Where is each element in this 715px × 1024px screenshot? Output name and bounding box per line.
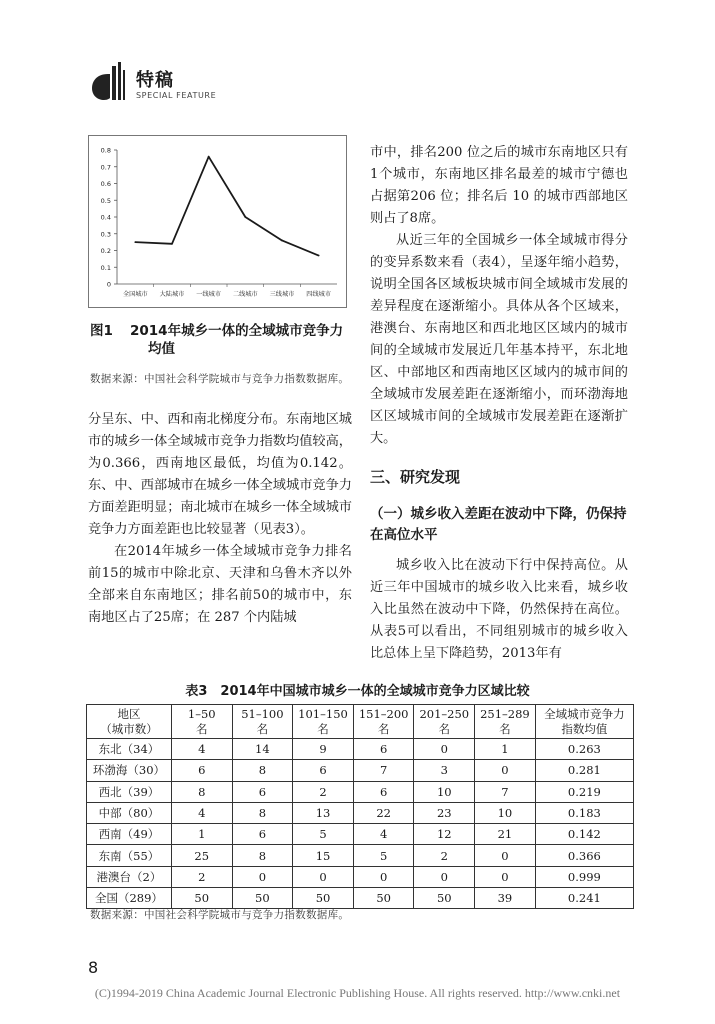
table-cell: 6 <box>171 760 232 781</box>
figure-caption <box>90 322 352 358</box>
table-cell: 50 <box>353 888 414 909</box>
journal-logo <box>88 60 128 104</box>
table-cell: 10 <box>475 802 536 823</box>
left-paragraph-1: 分呈东、中、西和南北梯度分布。东南地区城市的城乡一体全域城市竞争力指数均值较高，为0.366，西南地区最低，均值为0.142。东、中、西部城市在城乡一体全域城市竞争力方面差距明显；南北城市在城乡一体全域城市竞争力方面差距也比较显著（见表3）。 <box>88 412 352 537</box>
table-row <box>87 781 634 802</box>
y-tick-label: 0.2 <box>100 247 111 255</box>
table-cell: 12 <box>414 824 475 845</box>
right-paragraph-1: 市中，排名200 位之后的城市东南地区只有1个城市，东南地区排名最差的城市宁德也占据第206 位；排名后 10 的城市西部地区则占了8席。 <box>370 145 628 226</box>
table-row <box>87 824 634 845</box>
table-region-cell: 全国（289） <box>87 888 172 909</box>
table-cell: 0.183 <box>535 802 633 823</box>
table-cell: 1 <box>475 739 536 760</box>
table-header-text: 101–150 <box>298 706 348 721</box>
table-cell: 8 <box>232 760 293 781</box>
table-cell: 0 <box>353 866 414 887</box>
table-header-text: （城市数） <box>100 721 158 736</box>
data-point <box>318 255 320 257</box>
table-header-row <box>87 705 634 739</box>
right-paragraph-3: 城乡收入比在波动下行中保持高位。从近三年中国城市的城乡收入比来看，城乡收入比虽然在波动中下降，仍然保持在高位。从表5可以看出，不同组别城市的城乡收入比总体上呈下降趋势，2013年有 <box>370 558 628 661</box>
sub-heading: （一）城乡收入差距在波动中下降，仍保持在高位水平 <box>370 506 627 543</box>
table-cell: 2 <box>171 866 232 887</box>
table-region-cell: 东北（34） <box>87 739 172 760</box>
figure-number: 图1 <box>90 323 113 339</box>
x-tick-label: 三线城市 <box>269 291 295 298</box>
table-cell: 25 <box>171 845 232 866</box>
table-header-text: 名 <box>377 721 390 736</box>
table-header-text: 151–200 <box>358 706 409 721</box>
table-title: 表3 2014年中国城市城乡一体的全域城市竞争力区域比较 <box>185 684 530 699</box>
table-header-text: 1–50 <box>187 706 216 721</box>
table-cell: 6 <box>353 781 414 802</box>
table-cell: 50 <box>414 888 475 909</box>
y-tick-label: 0.7 <box>100 163 111 172</box>
x-tick-label: 大陆城市 <box>159 291 185 298</box>
table-row <box>87 760 634 781</box>
table-cell: 6 <box>232 824 293 845</box>
y-tick-label: 0.1 <box>100 263 111 272</box>
table-cell: 21 <box>475 824 536 845</box>
data-point <box>134 241 136 243</box>
table-cell: 7 <box>353 760 414 781</box>
line-chart-frame <box>88 135 347 308</box>
table-header-text: 指数均值 <box>561 721 608 736</box>
series-line <box>135 157 318 256</box>
table-cell: 7 <box>475 781 536 802</box>
table-cell: 2 <box>414 845 475 866</box>
table-cell: 0.281 <box>535 760 633 781</box>
y-tick-label: 0.4 <box>100 213 111 222</box>
right-paragraph-2: 从近三年的全国城乡一体全域城市得分的变异系数来看（表4），呈逐年缩小趋势，说明全国各区域板块城市间全域城市发展的差异程度在逐渐缩小。具体从各个区域来，港澳台、东南地区和西北地区区域内的城市间的全域城市发展近几年基本持平，东北地区、中部地区和西南地区区域内的城市间的全域城市发展差距在逐渐缩小，而环渤海地区区域城市间的全域城市发展差距在逐渐扩大。 <box>370 233 628 446</box>
table-cell: 0.219 <box>535 781 633 802</box>
table-header-cell <box>293 705 354 739</box>
x-tick-label: 四线城市 <box>306 291 332 298</box>
table-cell: 23 <box>414 802 475 823</box>
table-cell: 8 <box>232 802 293 823</box>
table-cell: 6 <box>293 760 354 781</box>
y-tick-label: 0.5 <box>100 196 111 205</box>
table-cell: 0.241 <box>535 888 633 909</box>
table-header-cell <box>353 705 414 739</box>
line-chart <box>89 136 346 307</box>
data-point <box>171 243 173 245</box>
table-cell: 0.366 <box>535 845 633 866</box>
table-region-cell: 西南（49） <box>87 824 172 845</box>
table-cell: 0 <box>414 866 475 887</box>
table-cell: 0.263 <box>535 739 633 760</box>
table-header-cell <box>475 705 536 739</box>
table-cell: 10 <box>414 781 475 802</box>
table-header-text: 名 <box>256 721 269 736</box>
table-region-cell: 港澳台（2） <box>87 866 172 887</box>
data-point <box>208 156 210 158</box>
table-cell: 50 <box>171 888 232 909</box>
table-header-text: 51–100 <box>241 706 284 721</box>
table-cell: 6 <box>353 739 414 760</box>
y-tick-label: 0 <box>106 280 111 289</box>
table-header-text: 全域城市竞争力 <box>544 706 625 721</box>
figure-caption-line2: 均值 <box>148 341 175 357</box>
table-cell: 50 <box>232 888 293 909</box>
table-cell: 14 <box>232 739 293 760</box>
table-cell: 0.999 <box>535 866 633 887</box>
copyright-footer: (C)1994-2019 China Academic Journal Electronic Publishing House. All rights reserved. http://www.cnki.net <box>94 986 621 1000</box>
y-tick-label: 0.6 <box>100 180 111 188</box>
table-cell: 0 <box>475 845 536 866</box>
table-row <box>87 802 634 823</box>
table-cell: 0.142 <box>535 824 633 845</box>
section-heading: 三、研究发现 <box>370 468 461 486</box>
x-tick-label: 全国城市 <box>122 291 148 298</box>
table-header-text: 201–250 <box>419 706 470 721</box>
table-header-text: 251–289 <box>480 706 530 721</box>
page-number: 8 <box>88 958 99 977</box>
table-cell: 4 <box>171 802 232 823</box>
table-cell: 0 <box>293 866 354 887</box>
table-cell: 8 <box>232 845 293 866</box>
table-cell: 0 <box>414 739 475 760</box>
table-cell: 0 <box>475 760 536 781</box>
table-cell: 5 <box>353 845 414 866</box>
table-header-text: 名 <box>438 721 451 736</box>
left-paragraph-2: 在2014年城乡一体全域城市竞争力排名前15的城市中除北京、天津和乌鲁木齐以外全部来自东南地区；排名前50的城市中，东南地区占了25席；在 287 个内陆城 <box>88 544 352 625</box>
table-cell: 13 <box>293 802 354 823</box>
table-cell: 8 <box>171 781 232 802</box>
table-cell: 4 <box>171 739 232 760</box>
table-source: 数据来源：中国社会科学院城市与竞争力指数数据库。 <box>90 909 350 921</box>
table-cell: 6 <box>232 781 293 802</box>
region-table <box>86 704 634 909</box>
right-column-top <box>370 142 628 450</box>
table-header-cell <box>171 705 232 739</box>
figure-source: 数据来源：中国社会科学院城市与竞争力指数数据库。 <box>90 373 350 385</box>
section-title: 特稿 <box>136 70 174 91</box>
table-region-cell: 中部（80） <box>87 802 172 823</box>
data-point <box>244 216 246 218</box>
table-row <box>87 866 634 887</box>
table-cell: 39 <box>475 888 536 909</box>
table-header-text: 名 <box>195 721 208 736</box>
table-cell: 2 <box>293 781 354 802</box>
table-cell: 5 <box>293 824 354 845</box>
table-cell: 1 <box>171 824 232 845</box>
table-row <box>87 888 634 909</box>
right-column-bottom <box>370 555 628 665</box>
table-cell: 3 <box>414 760 475 781</box>
table-cell: 22 <box>353 802 414 823</box>
table-header-cell <box>535 705 633 739</box>
table-cell: 50 <box>293 888 354 909</box>
table-header-text: 地区 <box>117 706 141 721</box>
table-cell: 0 <box>475 866 536 887</box>
table-cell: 4 <box>353 824 414 845</box>
table-header-text: 名 <box>317 721 329 736</box>
table-row <box>87 739 634 760</box>
table-region-cell: 西北（39） <box>87 781 172 802</box>
figure-caption-line1: 2014年城乡一体的全域城市竞争力 <box>130 323 344 339</box>
table-row <box>87 845 634 866</box>
y-tick-label: 0.3 <box>100 230 111 239</box>
data-point <box>281 240 283 242</box>
table-header-cell <box>87 705 172 739</box>
table-header-cell <box>414 705 475 739</box>
table-header-cell <box>232 705 293 739</box>
table-header-text: 名 <box>499 721 511 736</box>
y-tick-label: 0.8 <box>100 146 111 155</box>
table-region-cell: 东南（55） <box>87 845 172 866</box>
x-tick-label: 二线城市 <box>232 291 258 298</box>
table-cell: 0 <box>232 866 293 887</box>
x-tick-label: 一线城市 <box>196 291 222 298</box>
section-subtitle: SPECIAL FEATURE <box>136 91 217 100</box>
table-cell: 15 <box>293 845 354 866</box>
table-cell: 9 <box>293 739 354 760</box>
table-region-cell: 环渤海（30） <box>87 760 172 781</box>
left-column <box>88 409 352 629</box>
